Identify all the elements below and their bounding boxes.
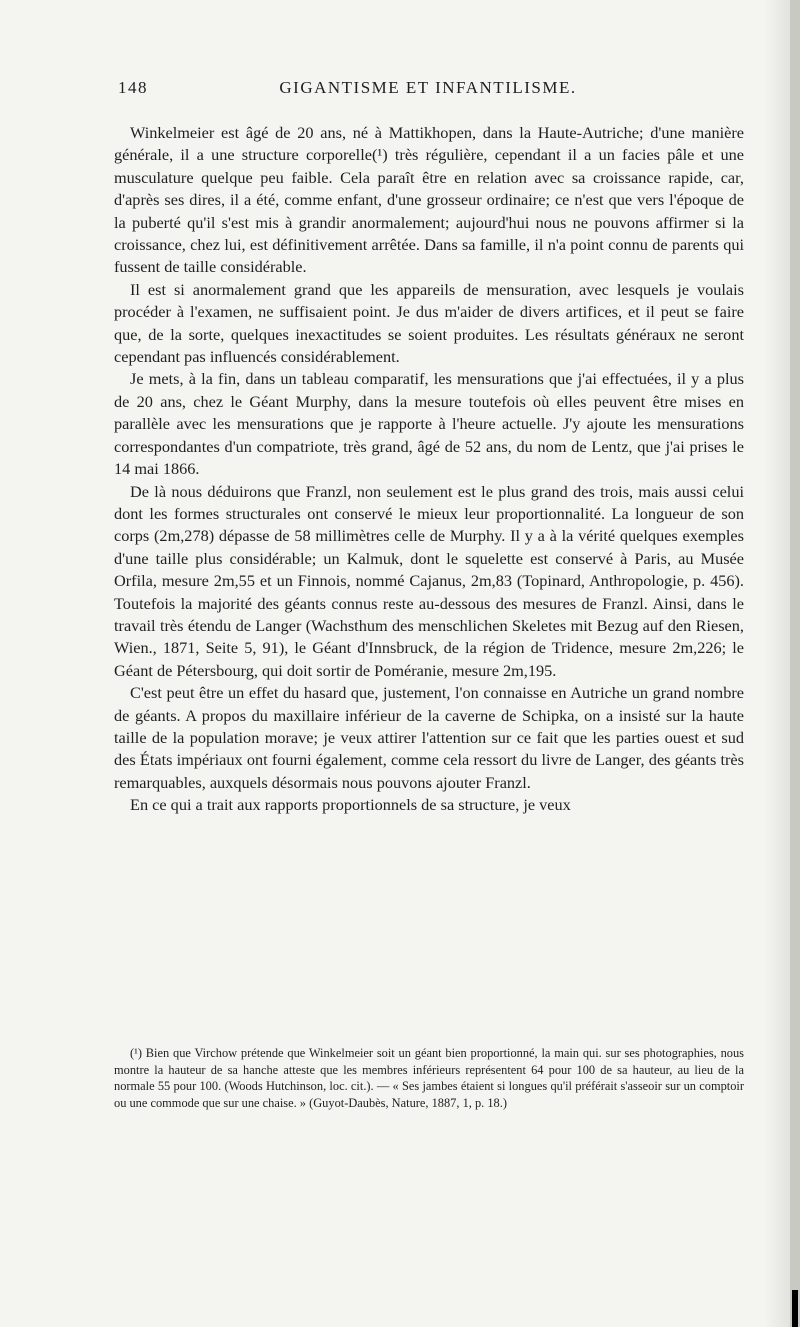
- body-text: [114, 122, 744, 817]
- footnotes: [114, 1045, 744, 1111]
- paragraph: En ce qui a trait aux rapports proportionnels de sa structure, je veux: [130, 795, 571, 815]
- page-edge-strip: [790, 0, 800, 1327]
- paragraph: Winkelmeier est âgé de 20 ans, né à Mattikhopen, dans la Haute-Autriche; d'une manière générale, il a une structure corporelle(¹) très régulière, cependant il a un facies pâle et une musculature quelque peu faible. Cela paraît être en relation avec sa croissance rapide, car, d'après ses dires, il a été, comme enfant, d'une grosseur ordinaire; ce n'est que vers l'époque de la puberté qu'il s'est mis à grandir anormalement; aujourd'hui nous ne pouvons affirmer si la croissance, chez lui, est définitivement arrêtée. Dans sa famille, il n'a point connu de parents qui fussent de taille considérable.: [114, 123, 744, 277]
- paragraph: De là nous déduirons que Franzl, non seulement est le plus grand des trois, mais aussi celui dont les formes structurales ont conservé le mieux leur proportionnalité. La longueur de son corps (2m,278) dépasse de 58 millimètres celle de Murphy. Il y a à la vérité quelques exemples d'une taille plus considérable; un Kalmuk, dont le squelette est conservé à Paris, au Musée Orfila, mesure 2m,55 et un Finnois, nommé Cajanus, 2m,83 (Topinard, Anthropologie, p. 456). Toutefois la majorité des géants connus reste au-dessous des mesures de Franzl. Ainsi, dans le travail très étendu de Langer (Wachsthum des menschlichen Skeletes mit Bezug auf den Riesen, Wien., 1871, Seite 5, 91), le Géant d'Innsbruck, de la région de Tridence, mesure 2m,226; le Géant de Pétersbourg, qui doit sortir de Poméranie, mesure 2m,195.: [114, 481, 744, 680]
- paragraph: Il est si anormalement grand que les appareils de mensuration, avec lesquels je voulais procéder à l'examen, ne suffisaient point. Je dus m'aider de divers artifices, et il peut se faire que, de la sorte, quelques inexactitudes se soient produites. Les résultats généraux ne seront cependant pas influencés considérablement.: [114, 279, 744, 367]
- page-number: 148: [118, 78, 148, 97]
- paragraph: Je mets, à la fin, dans un tableau comparatif, les mensurations que j'ai effectuées, il y a plus de 20 ans, chez le Géant Murphy, dans la mesure toutefois où elles peuvent être mises en parallèle avec les mensurations que je rapporte à l'heure actuelle. J'y ajoute les mensurations correspondantes d'un compatriote, très grand, âgé de 52 ans, du nom de Lentz, que j'ai prises le 14 mai 1866.: [114, 369, 744, 479]
- footnote: (¹) Bien que Virchow prétende que Winkelmeier soit un géant bien proportionné, la main qui. sur ses photographies, nous montre la hauteur de sa hanche atteste que les membres inférieurs représentent 64 pour 100 de sa hauteur, au lieu de la normale 55 pour 100. (Woods Hutchinson, loc. cit.). — « Ses jambes étaient si longues qu'il préférait s'asseoir sur un comptoir ou une commode que sur une chaise. » (Guyot-Daubès, Nature, 1887, 1, p. 18.): [114, 1046, 744, 1110]
- running-title: GIGANTISME ET INFANTILISME.: [279, 78, 577, 97]
- paragraph: C'est peut être un effet du hasard que, justement, l'on connaisse en Autriche un grand nombre de géants. A propos du maxillaire inférieur de la caverne de Schipka, on a insisté sur la haute taille de la population morave; je veux attirer l'attention sur ce fait que les parties ouest et sud des États impériaux ont fourni également, comme cela ressort du livre de Langer, des géants très remarquables, auxquels désormais nous pouvons ajouter Franzl.: [114, 683, 744, 792]
- scan-edge-mark: [792, 1290, 798, 1327]
- page-header: [118, 78, 738, 108]
